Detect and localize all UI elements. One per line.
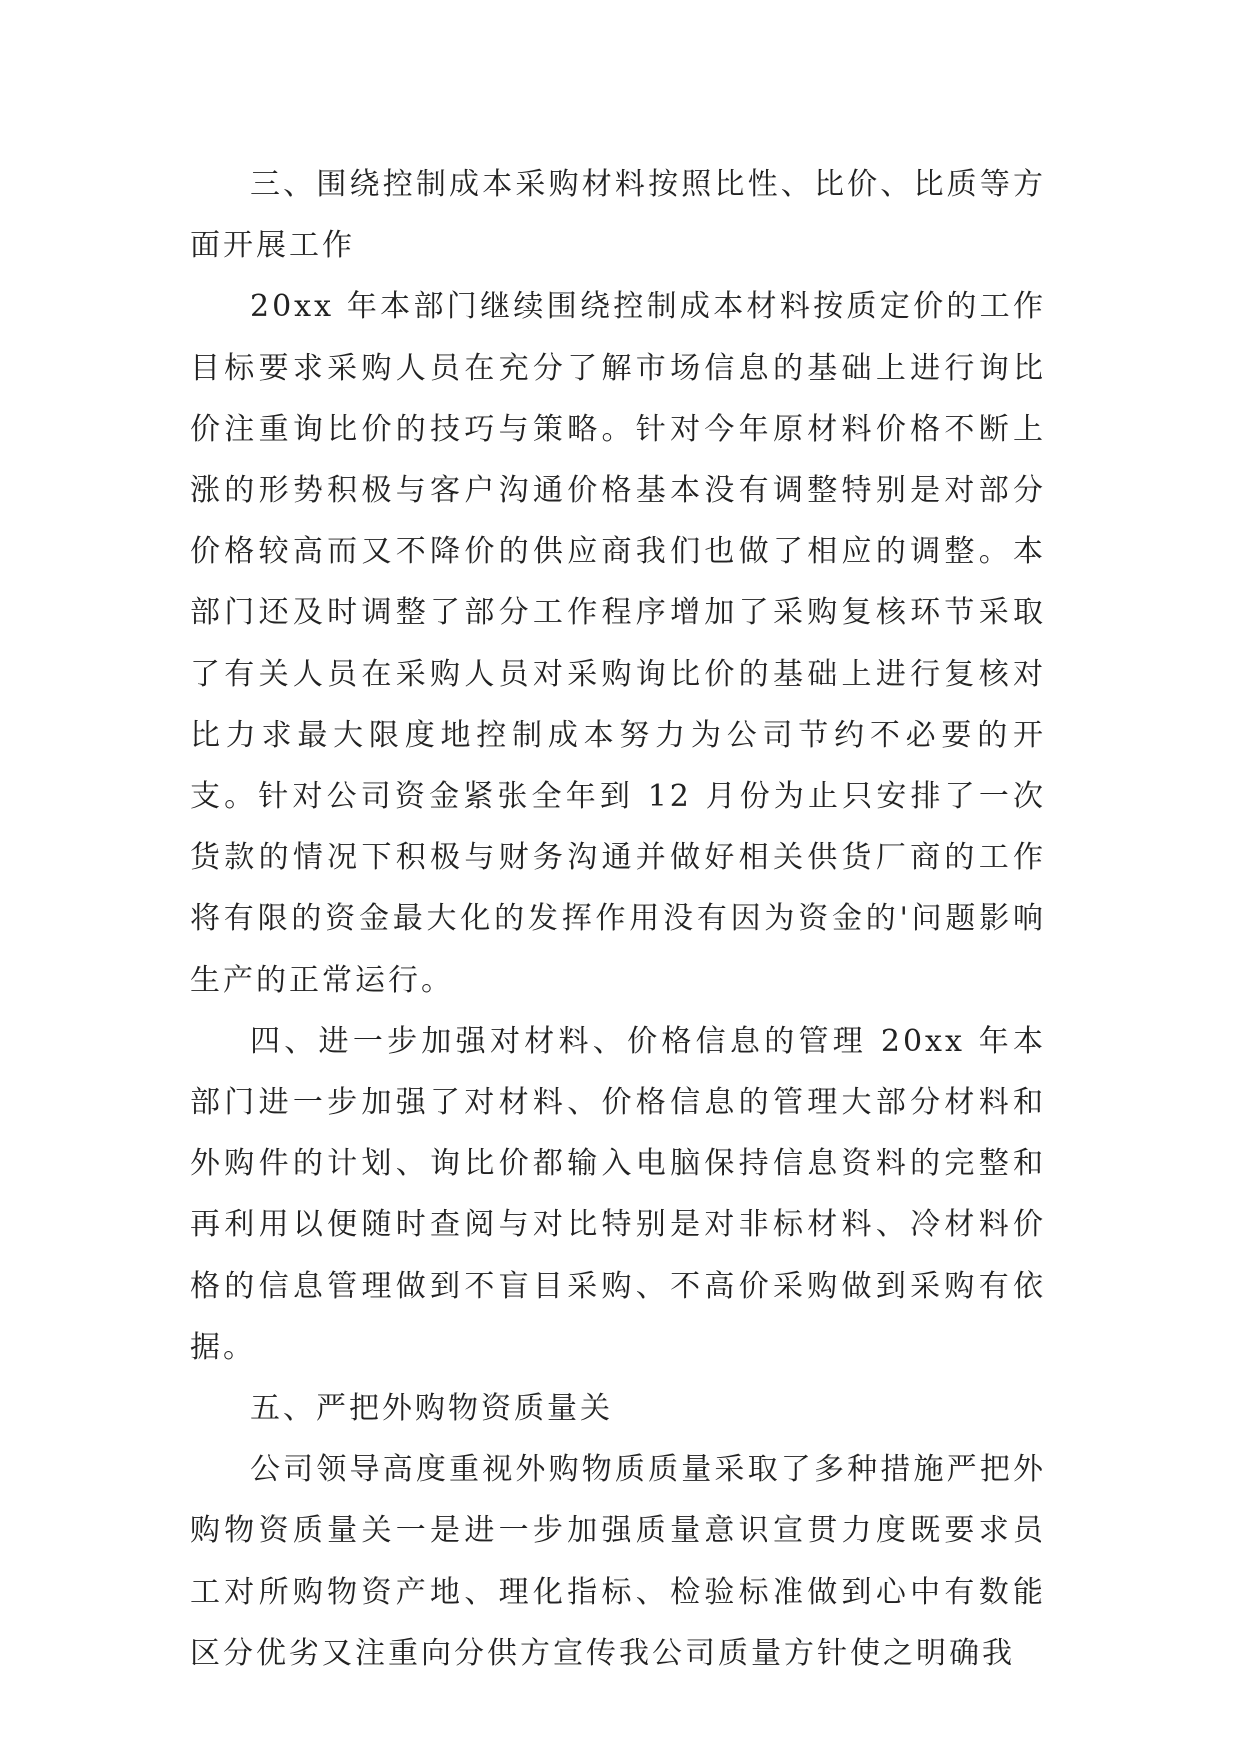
document-body	[190, 154, 1046, 1684]
section-three-heading: 三、围绕控制成本采购材料按照比性、比价、比质等方面开展工作	[190, 167, 1046, 264]
section-five-heading: 五、严把外购物资质量关	[250, 1391, 613, 1427]
section-three-body: 20xx 年本部门继续围绕控制成本材料按质定价的工作目标要求采购人员在充分了解市场信息的基础上进行询比价注重询比价的技巧与策略。针对今年原材料价格不断上涨的形势积极与客户沟通价格基本没有调整特别是对部分价格较高而又不降价的供应商我们也做了相应的调整。本部门还及时调整了部分工作程序增加了采购复核环节采取了有关人员在采购人员对采购询比价的基础上进行复核对比力求最大限度地控制成本努力为公司节约不必要的开支。针对公司资金紧张全年到 12 月份为止只安排了一次货款的情况下积极与财务沟通并做好相关供货厂商的工作将有限的资金最大化的发挥作用没有因为资金的'问题影响生产的正常运行。	[190, 289, 1046, 998]
section-five-body: 公司领导高度重视外购物质质量采取了多种措施严把外购物资质量关一是进一步加强质量意识宣贯力度既要求员工对所购物资产地、理化指标、检验标准做到心中有数能区分优劣又注重向分供方宣传我公司质量方针使之明确我	[190, 1452, 1046, 1671]
section-four-paragraph: 四、进一步加强对材料、价格信息的管理 20xx 年本部门进一步加强了对材料、价格信息的管理大部分材料和外购件的计划、询比价都输入电脑保持信息资料的完整和再利用以便随时查阅与对比特别是对非标材料、冷材料价格的信息管理做到不盲目采购、不高价采购做到采购有依据。	[190, 1023, 1046, 1365]
